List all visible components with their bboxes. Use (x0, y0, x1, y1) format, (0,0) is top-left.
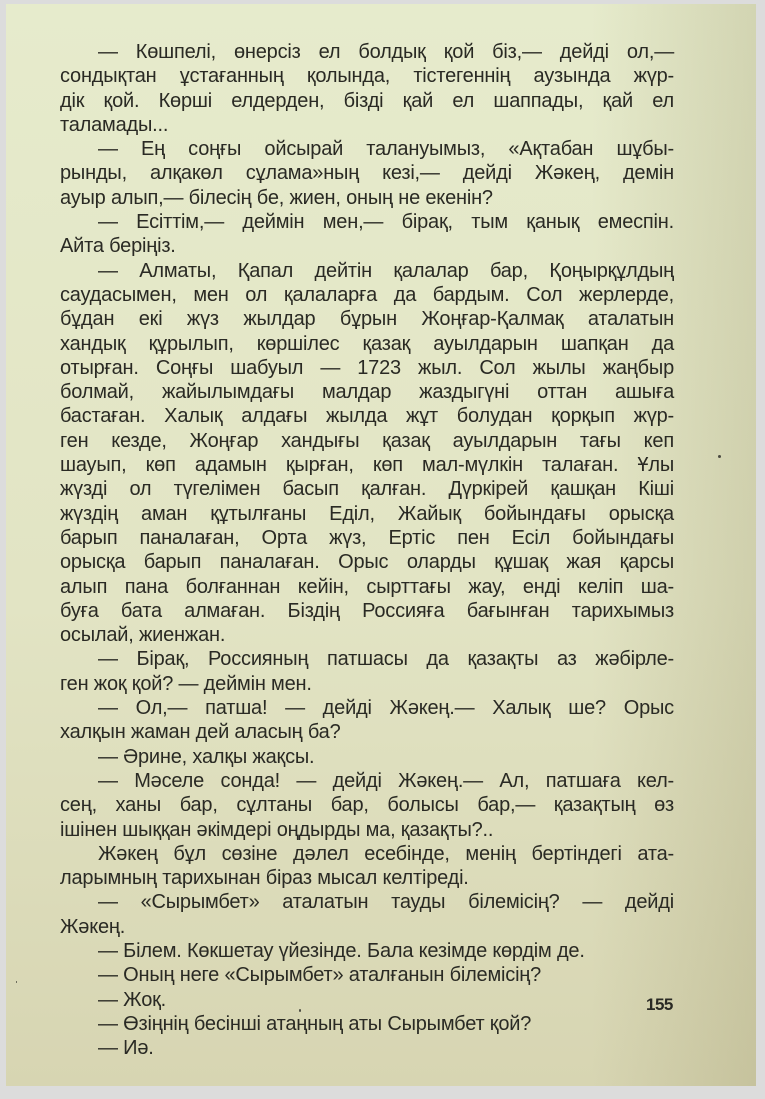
text-line: болмай, жайылымдағы малдар жаздыгүні оттан ашыға (60, 381, 674, 404)
book-page (6, 4, 756, 1086)
text-line: Айта беріңіз. (60, 235, 176, 258)
text-line: алып пана болғаннан кейін, сырттағы жау, енді келіп ша- (60, 575, 674, 598)
text-line: жүзді ол түгелімен басып қалған. Дүркірей қашқан Кіші (60, 478, 674, 501)
text-line: — Бірақ, Россияның патшасы да қазақты аз жәбірле- (98, 648, 674, 671)
text-line: — Көшпелі, өнерсіз ел болдық қой біз,— дейді ол,— (98, 41, 674, 63)
text-line: орысқа барып паналаған. Орыс оларды құшақ жая қарсы (60, 551, 674, 574)
text-line: ауыр алып,— білесің бе, жиен, оның не екенін? (60, 186, 493, 209)
text-line: буға бата алмаған. Біздің Россияға бағынған тарихымыз (60, 599, 674, 622)
text-line: ларымның тарихынан біраз мысал келтіреді. (60, 867, 469, 890)
text-line: рынды, алқакөл сұлама»ның кезі,— дейді Жәкең, демін (60, 162, 674, 185)
text-line: — Әрине, халқы жақсы. (98, 745, 315, 768)
text-line: отырған. Соңғы шабуыл — 1723 жыл. Сол жылы жаңбыр (60, 356, 674, 379)
scan-speck (718, 455, 721, 458)
text-line: халқын жаман дей аласың ба? (60, 721, 341, 744)
text-line: Жәкең бұл сөзіне дәлел есебінде, менің бертіндегі ата- (98, 842, 674, 865)
text-line: — Мәселе сонда! — дейді Жәкең.— Ал, патшаға кел- (98, 769, 674, 792)
text-line: — Алматы, Қапал дейтін қалалар бар, Қоңырқұлдың (98, 259, 674, 282)
text-line: осылай, жиенжан. (60, 624, 226, 647)
text-line: Жәкең. (60, 915, 126, 938)
text-line: — Жоқ. (98, 988, 167, 1011)
scan-speck (16, 981, 17, 983)
scan-speck (299, 1009, 301, 1012)
text-line: — Ол,— патша! — дейді Жәкең.— Халық ше? Орыс (98, 697, 674, 720)
text-line: ген жоқ қой? — деймін мен. (60, 672, 312, 695)
text-line: бұдан екі жүз жылдар бұрын Жоңғар-Қалмақ аталатын (60, 308, 674, 331)
text-line: шауып, көп адамын қырған, көп мал-мүлкін талаған. Ұлы (60, 454, 674, 477)
text-line: ішінен шыққан әкімдері оңдырды ма, қазақты?.. (60, 818, 494, 841)
text-line: — Ең соңғы ойсырай талануымыз, «Ақтабан шұбы- (98, 138, 674, 161)
text-line: таламады... (60, 113, 169, 136)
text-line: — «Сырымбет» аталатын тауды білемісің? — дейді (98, 891, 674, 914)
text-line: — Иә. (98, 1037, 154, 1060)
text-line: — Есіттім,— деймін мен,— бірақ, тым қанық емеспін. (98, 211, 674, 234)
text-line: саудасымен, мен ол қалаларға да бардым. Сол жерлерде, (60, 283, 674, 306)
text-line: жүздің аман құтылғаны Еділ, Жайық бойындағы орысқа (60, 502, 674, 525)
text-line: дік қой. Көрші елдерден, бізді қай ел шаппады, қай ел (60, 89, 674, 112)
text-line: — Оның неге «Сырымбет» аталғанын білемісің? (98, 964, 542, 987)
text-line: барып паналаған, Орта жүз, Ертіс пен Есіл бойындағы (60, 526, 674, 549)
text-line: бастаған. Халық алдағы жылда жұт болудан қорқып жүр- (60, 405, 674, 428)
text-line: — Білем. Көкшетау үйезінде. Бала кезімде көрдім де. (98, 939, 585, 962)
text-line: ген кезде, Жоңғар хандығы қазақ ауылдарын тағы кеп (60, 429, 674, 452)
text-line: сондықтан ұстағанның қолында, тістегеннің аузында жүр- (60, 65, 674, 88)
text-line: — Өзіңнің бесінші атаңның аты Сырымбет қой? (98, 1012, 532, 1035)
text-line: сең, ханы бар, сұлтаны бар, болысы бар,— қазақтың өз (60, 794, 674, 817)
text-line: хандық құрылып, көршілес қазақ ауылдарын шапқан да (60, 332, 674, 355)
page-number: 155 (646, 995, 673, 1014)
page-body-text (60, 40, 674, 1060)
